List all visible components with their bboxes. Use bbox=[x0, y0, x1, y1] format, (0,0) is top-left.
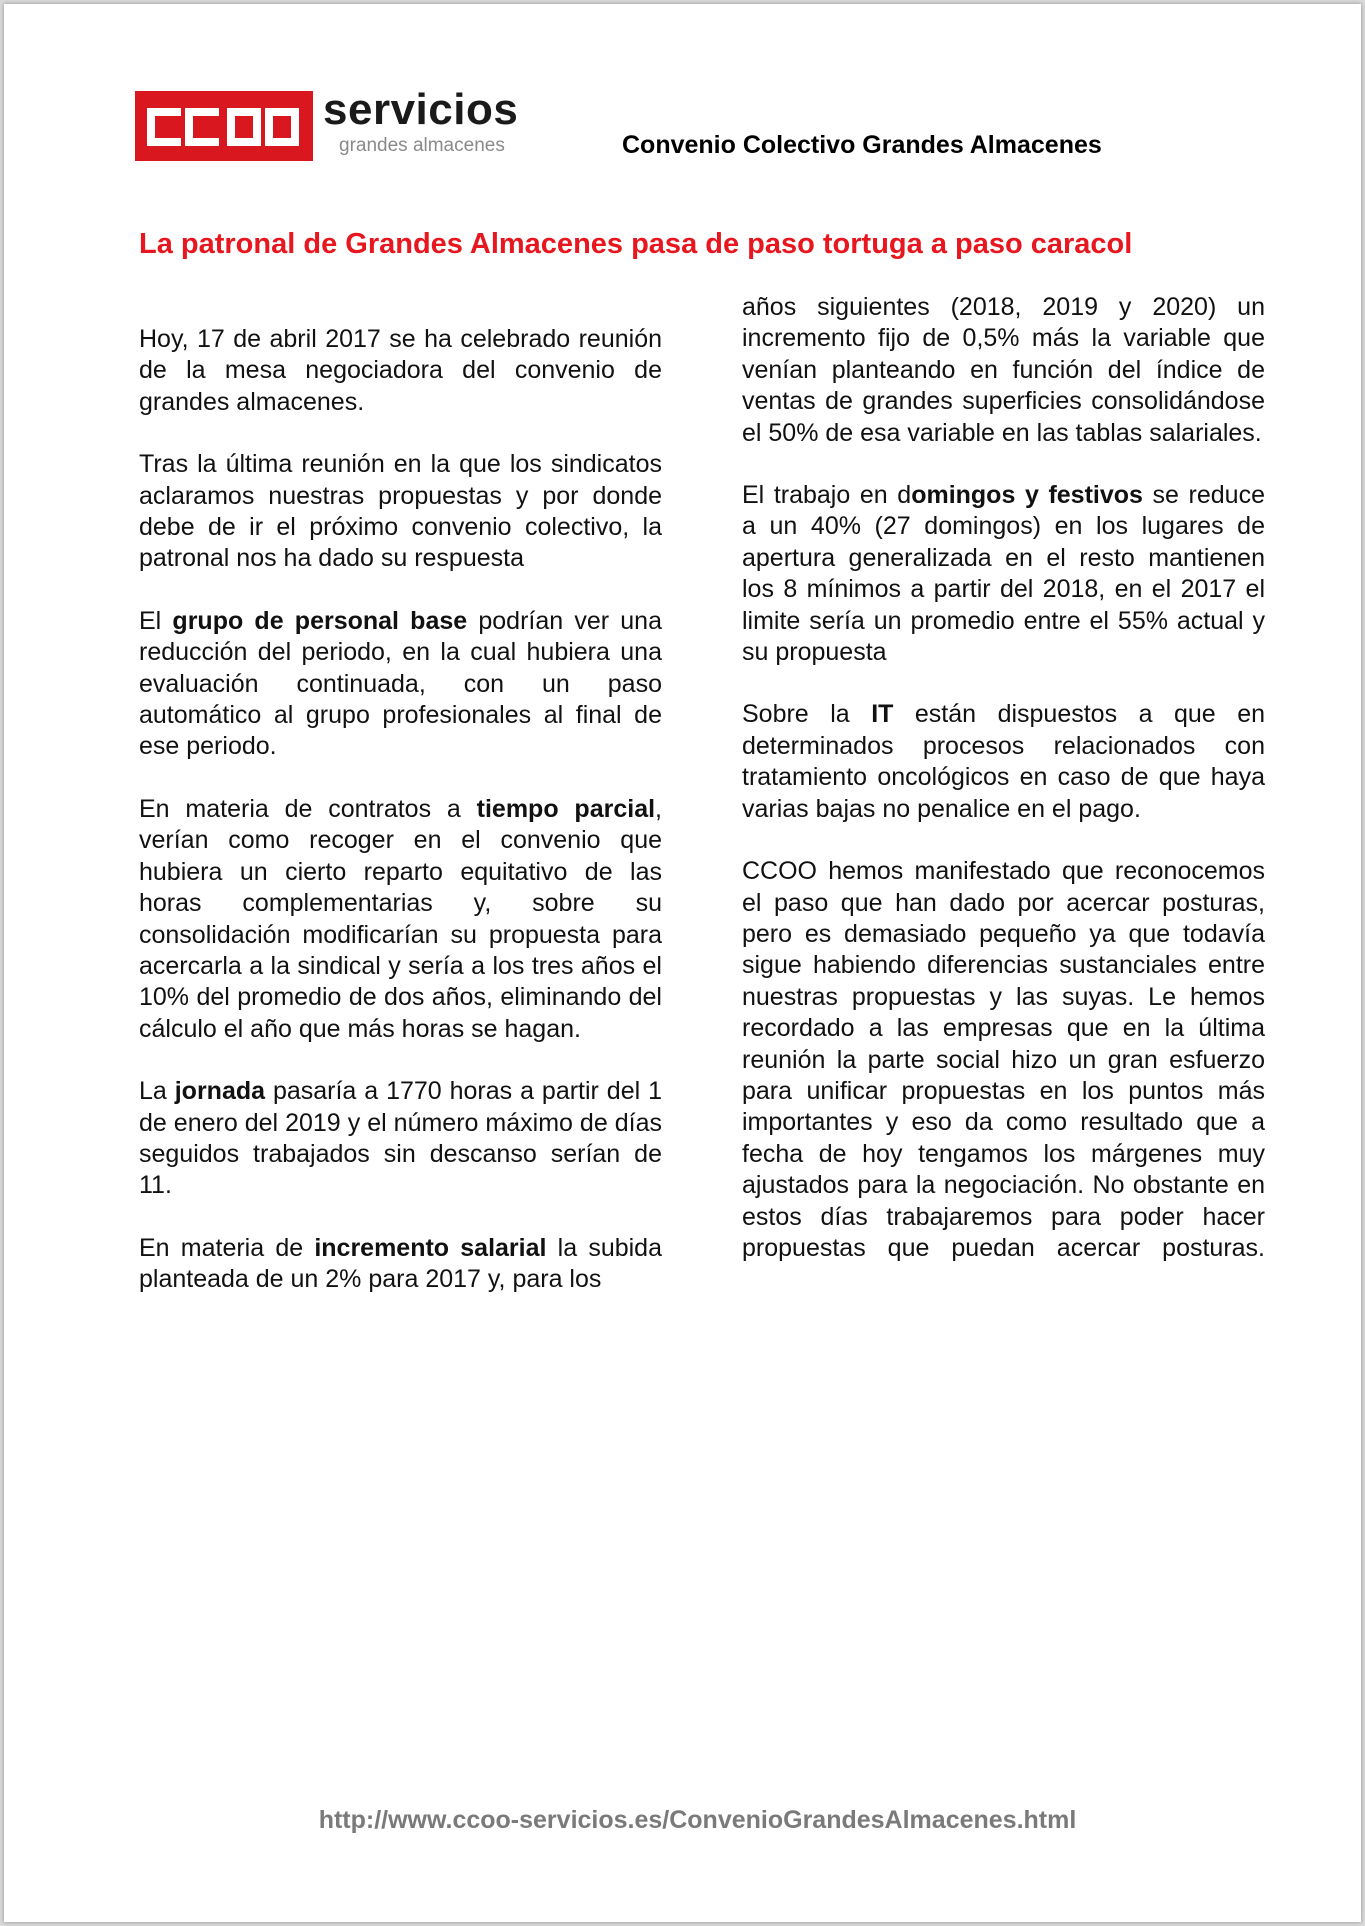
text-span: En materia de bbox=[139, 1233, 315, 1262]
left-column bbox=[139, 324, 662, 1327]
headline: La patronal de Grandes Almacenes pasa de paso tortuga a paso caracol bbox=[139, 228, 1133, 260]
header-title: Convenio Colectivo Grandes Almacenes bbox=[622, 131, 1102, 159]
document-page bbox=[4, 4, 1361, 1922]
text-span: El trabajo en d bbox=[742, 481, 912, 510]
bold-term: grupo de personal base bbox=[172, 606, 468, 635]
paragraph-intro: Hoy, 17 de abril 2017 se ha celebrado reunión de la mesa negociadora del convenio de grandes almacenes. bbox=[139, 325, 662, 416]
bold-term: tiempo parcial bbox=[476, 794, 656, 823]
text-span: En materia de contratos a bbox=[139, 794, 477, 823]
paragraph-domingos-festivos bbox=[742, 480, 1265, 668]
text-span: se reduce a un 40% (27 domingos) en los lugares de apertura generalizada en el resto mantienen los 8 mínimos a partir del 2018, en el 2017 el limite sería un promedio entre el 55% actual y su propuesta bbox=[742, 481, 1265, 667]
text-span: , verían como recoger en el convenio que hubiera un cierto reparto equitativo de las horas complementarias y, sobre su consolidación modificarían su propuesta para acercarla a la sindical y sería a los tres años el 10% del promedio de dos años, eliminando del cálculo el año que más horas se hagan. bbox=[139, 794, 662, 1043]
paragraph-personal-base bbox=[139, 606, 662, 763]
paragraph-jornada bbox=[139, 1076, 662, 1202]
logo-word-servicios: servicios bbox=[323, 85, 519, 134]
bold-term: omingos y festivos bbox=[911, 481, 1143, 510]
paragraph-ccoo-position: CCOO hemos manifestado que reconocemos el paso que han dado por acercar posturas, pero es demasiado pequeño ya que todavía sigue habiendo diferencias sustanciales entre nuestras propuestas y las suyas. Le hemos recordado a las empresas que en la última reunión la parte social hizo un gran esfuerzo para unificar propuestas en los puntos más importantes y eso da como resultado que a fecha de hoy tengamos los márgenes muy ajustados para la negociación. No obstante en estos días trabajaremos para poder hacer propuestas que puedan acercar posturas. bbox=[742, 857, 1265, 1262]
logo-subtitle: grandes almacenes bbox=[339, 135, 505, 156]
paragraph-response: Tras la última reunión en la que los sindicatos aclaramos nuestras propuestas y por donde debe de ir el próximo convenio colectivo, la patronal nos ha dado su respuesta bbox=[139, 450, 662, 573]
ccoo-logo-mark bbox=[135, 91, 313, 161]
right-column bbox=[742, 292, 1265, 1295]
bold-term: jornada bbox=[174, 1077, 266, 1106]
text-span: La bbox=[139, 1077, 175, 1106]
text-span: El bbox=[139, 606, 173, 635]
text-span: pasaría a 1770 horas a partir del 1 de enero del 2019 y el número máximo de días seguidos trabajados sin descanso serían de 11. bbox=[139, 1077, 662, 1200]
bold-term: IT bbox=[871, 700, 894, 729]
paragraph-anos-siguientes: años siguientes (2018, 2019 y 2020) un incremento fijo de 0,5% más la variable que venían planteando en función del índice de ventas de grandes superficies consolidándose el 50% de esa variable en las tablas salariales. bbox=[742, 293, 1265, 447]
paragraph-tiempo-parcial bbox=[139, 794, 662, 1045]
text-span: están dispuestos a que en determinados procesos relacionados con tratamiento oncológicos en caso de que haya varias bajas no penalice en el pago. bbox=[742, 700, 1266, 823]
paragraph-it bbox=[742, 699, 1265, 825]
paragraph-incremento-salarial bbox=[139, 1233, 662, 1296]
text-span: la subida planteada de un 2% para 2017 y, para los bbox=[139, 1233, 662, 1294]
text-span: podrían ver una reducción del periodo, en la cual hubiera una evaluación continuada, con un paso automático al grupo profesionales al final de ese periodo. bbox=[139, 606, 662, 761]
footer-url-link[interactable]: http://www.ccoo-servicios.es/ConvenioGrandesAlmacenes.html bbox=[318, 1806, 1077, 1834]
ccoo-letters-graphic bbox=[147, 108, 303, 146]
bold-term: incremento salarial bbox=[314, 1233, 547, 1262]
text-span: Sobre la bbox=[742, 700, 872, 729]
